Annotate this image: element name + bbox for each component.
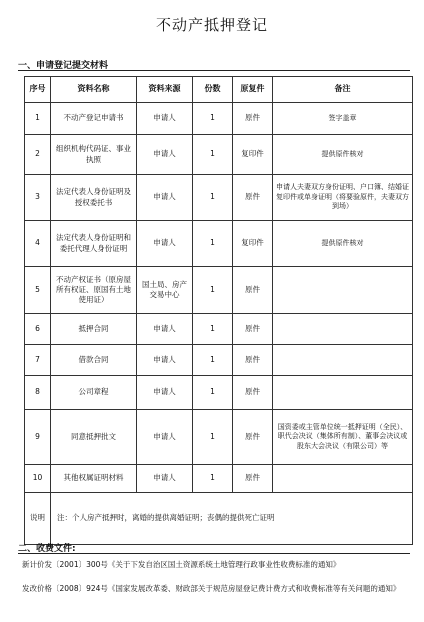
cell-remark: 提供原件核对 xyxy=(273,221,413,267)
cell-orig: 复印件 xyxy=(233,135,273,175)
cell-remark: 提供原件核对 xyxy=(273,135,413,175)
cell-no: 9 xyxy=(25,410,51,465)
cell-source: 申请人 xyxy=(137,410,193,465)
cell-source: 申请人 xyxy=(137,376,193,410)
cell-orig: 原件 xyxy=(233,465,273,493)
cell-source: 申请人 xyxy=(137,465,193,493)
cell-orig: 原件 xyxy=(233,314,273,345)
table-row xyxy=(25,267,413,314)
cell-source: 申请人 xyxy=(137,221,193,267)
cell-copies: 1 xyxy=(193,221,233,267)
fee-document-1: 新计价发〔2001〕300号《关于下发自治区国土资源系统土地管理行政事业性收费标准的通知》 xyxy=(22,560,341,569)
cell-copies: 1 xyxy=(193,314,233,345)
cell-no: 2 xyxy=(25,135,51,175)
cell-remark: 申请人夫妻双方身份证明、户口簿、结婚证复印件或单身证明（将要验原件，夫妻双方到场） xyxy=(273,175,413,221)
cell-name: 抵押合同 xyxy=(51,314,137,345)
section-divider xyxy=(18,553,410,554)
cell-no: 4 xyxy=(25,221,51,267)
section-heading-fees: 二、收费文件: xyxy=(18,544,76,554)
cell-source: 申请人 xyxy=(137,314,193,345)
cell-copies: 1 xyxy=(193,175,233,221)
cell-orig: 原件 xyxy=(233,410,273,465)
cell-name: 组织机构代码证、事业执照 xyxy=(51,135,137,175)
cell-name: 同意抵押批文 xyxy=(51,410,137,465)
table-header-row xyxy=(25,77,413,103)
cell-name: 法定代表人身份证明和委托代理人身份证明 xyxy=(51,221,137,267)
cell-name: 法定代表人身份证明及授权委托书 xyxy=(51,175,137,221)
cell-remark xyxy=(273,376,413,410)
header-copies: 份数 xyxy=(193,77,233,103)
section-heading-materials: 一、申请登记提交材料 xyxy=(18,61,109,71)
cell-no: 3 xyxy=(25,175,51,221)
cell-no: 6 xyxy=(25,314,51,345)
cell-remark xyxy=(273,267,413,314)
cell-orig: 原件 xyxy=(233,376,273,410)
cell-orig: 原件 xyxy=(233,345,273,376)
header-orig: 原复件 xyxy=(233,77,273,103)
cell-orig: 原件 xyxy=(233,103,273,135)
cell-orig: 复印件 xyxy=(233,221,273,267)
table-row xyxy=(25,376,413,410)
cell-name: 其他权属证明材料 xyxy=(51,465,137,493)
cell-name: 不动产权证书（原房屋所有权证、原国有土地使用证） xyxy=(51,267,137,314)
cell-copies: 1 xyxy=(193,376,233,410)
cell-remark: 国资委或主管单位统一抵押证明（全民）、职代会决议（集体所有制）、董事会决议或股东大会决议（有限公司）等 xyxy=(273,410,413,465)
materials-table xyxy=(24,76,413,545)
cell-remark xyxy=(273,465,413,493)
cell-copies: 1 xyxy=(193,267,233,314)
cell-remark xyxy=(273,345,413,376)
cell-no: 1 xyxy=(25,103,51,135)
section-divider xyxy=(18,70,410,71)
cell-no: 7 xyxy=(25,345,51,376)
page-title: 不动产抵押登记 xyxy=(155,16,268,34)
cell-copies: 1 xyxy=(193,103,233,135)
cell-source: 申请人 xyxy=(137,345,193,376)
cell-no: 8 xyxy=(25,376,51,410)
cell-name: 公司章程 xyxy=(51,376,137,410)
header-source: 资料来源 xyxy=(137,77,193,103)
table-note-row xyxy=(25,493,413,545)
table-row xyxy=(25,103,413,135)
table-row xyxy=(25,465,413,493)
cell-copies: 1 xyxy=(193,345,233,376)
cell-orig: 原件 xyxy=(233,175,273,221)
cell-source: 申请人 xyxy=(137,135,193,175)
table-row xyxy=(25,410,413,465)
cell-remark: 签字盖章 xyxy=(273,103,413,135)
table-row xyxy=(25,221,413,267)
cell-name: 不动产登记申请书 xyxy=(51,103,137,135)
note-text: 注：个人房产抵押时，离婚的提供离婚证明；丧偶的提供死亡证明 xyxy=(51,493,413,545)
cell-no: 10 xyxy=(25,465,51,493)
table-row xyxy=(25,345,413,376)
table-row xyxy=(25,135,413,175)
cell-copies: 1 xyxy=(193,135,233,175)
cell-no: 5 xyxy=(25,267,51,314)
header-no: 序号 xyxy=(25,77,51,103)
cell-source: 申请人 xyxy=(137,175,193,221)
cell-name: 借款合同 xyxy=(51,345,137,376)
header-remark: 备注 xyxy=(273,77,413,103)
cell-orig: 原件 xyxy=(233,267,273,314)
fee-document-2: 发改价格〔2008〕924号《国家发展改革委、财政部关于规范房屋登记费计费方式和收费标准等有关问题的通知》 xyxy=(22,584,401,593)
cell-source: 国土局、房产交易中心 xyxy=(137,267,193,314)
cell-source: 申请人 xyxy=(137,103,193,135)
cell-copies: 1 xyxy=(193,465,233,493)
table-row xyxy=(25,314,413,345)
header-name: 资料名称 xyxy=(51,77,137,103)
cell-copies: 1 xyxy=(193,410,233,465)
note-label: 说明 xyxy=(25,493,51,545)
table-row xyxy=(25,175,413,221)
cell-remark xyxy=(273,314,413,345)
